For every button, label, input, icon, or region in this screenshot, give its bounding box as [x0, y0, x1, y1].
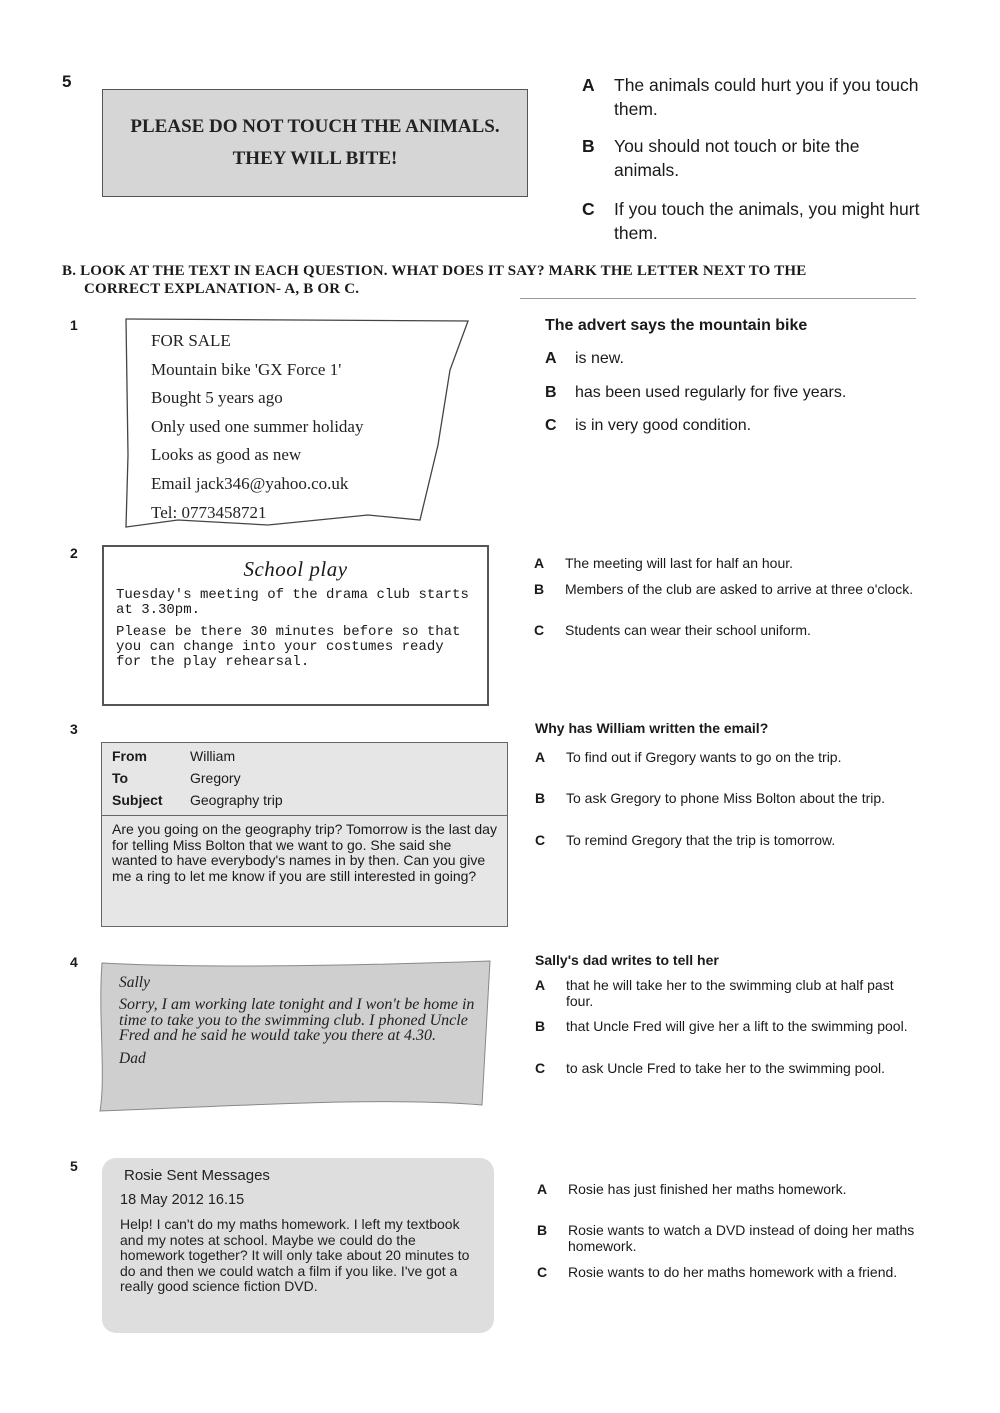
question-number-5: 5 [70, 1158, 78, 1174]
message-body: Help! I can't do my maths homework. I left my textbook and my notes at school. Maybe we could do the homework together? It will only take about 20 minutes to do and then we could watch a film if you like. I've got a really good science fiction DVD. [120, 1216, 470, 1294]
message-header: Rosie Sent Messages [124, 1167, 270, 1184]
q3-option-b[interactable] [535, 791, 910, 807]
advert-line: Bought 5 years ago [151, 388, 283, 408]
q1-option-b[interactable] [545, 384, 925, 402]
option-letter: C [535, 832, 546, 848]
option-letter: A [537, 1181, 548, 1197]
notice-para-1: Tuesday's meeting of the drama club starts at 3.30pm. [116, 587, 469, 618]
instruction-line-2: CORRECT EXPLANATION- A, B OR C. [84, 281, 360, 297]
from-label: From [112, 748, 147, 764]
option-letter: B [535, 1018, 546, 1034]
divider [520, 298, 916, 299]
notice-title: School play [243, 557, 348, 581]
option-text: Rosie has just finished her maths homework. [568, 1181, 847, 1197]
q2-option-a[interactable] [534, 556, 924, 572]
question-number-3: 3 [70, 721, 78, 737]
advert-text [151, 327, 451, 527]
option-letter: A [545, 350, 557, 367]
option-a[interactable] [582, 73, 922, 121]
option-text: The meeting will last for half an hour. [565, 555, 794, 571]
message-date: 18 May 2012 16.15 [120, 1192, 245, 1208]
sign-line-2: THEY WILL BITE! [232, 148, 398, 169]
q1-option-a[interactable] [545, 350, 925, 368]
option-text: Rosie wants to watch a DVD instead of doing her maths homework. [568, 1222, 915, 1254]
option-letter: A [582, 75, 595, 95]
email-box [101, 742, 508, 927]
option-letter: C [535, 1060, 546, 1076]
option-letter: B [545, 384, 557, 401]
to-label: To [112, 770, 129, 786]
note-greeting: Sally [119, 974, 150, 991]
note-text [119, 973, 479, 1068]
question-number-4: 4 [70, 954, 78, 970]
q3-option-a[interactable] [535, 750, 910, 766]
option-c[interactable] [582, 197, 922, 245]
notice-box [102, 545, 489, 706]
message-box [102, 1158, 494, 1333]
q5-option-c[interactable] [537, 1265, 922, 1281]
option-text: You should not touch or bite the animals. [614, 136, 860, 180]
email-body: Are you going on the geography trip? Tomorrow is the last day for telling Miss Bolton that we want to go. She said she wanted to have everybody's names in by then. Can you give me a ring to let me know if you are still interested in going? [112, 821, 497, 884]
option-text: that Uncle Fred will give her a lift to the swimming pool. [566, 1018, 908, 1034]
q4-option-b[interactable] [535, 1019, 915, 1035]
advert-line: Tel: 0773458721 [151, 502, 267, 522]
option-text: The animals could hurt you if you touch them. [614, 75, 919, 119]
option-letter: A [535, 749, 546, 765]
advert-line: FOR SALE [151, 331, 231, 350]
option-text: has been used regularly for five years. [575, 384, 847, 401]
option-letter: C [582, 199, 595, 219]
sign-line-1: PLEASE DO NOT TOUCH THE ANIMALS. [130, 116, 500, 137]
option-letter: B [582, 136, 595, 156]
option-text: is new. [575, 350, 624, 367]
option-text: Members of the club are asked to arrive at three o'clock. [565, 581, 914, 597]
instruction-line-1: B. LOOK AT THE TEXT IN EACH QUESTION. WHAT DOES IT SAY? MARK THE LETTER NEXT TO THE [62, 263, 807, 279]
option-text: is in very good condition. [575, 417, 752, 434]
option-text: To remind Gregory that the trip is tomorrow. [566, 832, 836, 848]
section-b-instructions [62, 262, 942, 298]
option-text: To find out if Gregory wants to go on the trip. [566, 749, 842, 765]
q2-option-c[interactable] [534, 623, 924, 639]
option-text: Students can wear their school uniform. [565, 622, 811, 638]
option-letter: C [545, 417, 557, 434]
to-value: Gregory [190, 770, 241, 786]
option-letter: A [534, 555, 545, 571]
q1-prompt: The advert says the mountain bike [545, 317, 808, 334]
note-signoff: Dad [119, 1049, 146, 1067]
option-text: To ask Gregory to phone Miss Bolton about the trip. [566, 790, 886, 806]
option-letter: A [535, 977, 546, 993]
email-header [102, 743, 507, 816]
from-value: William [190, 748, 236, 764]
option-text: If you touch the animals, you might hurt them. [614, 199, 920, 243]
q4-option-c[interactable] [535, 1061, 915, 1077]
advert-line: Looks as good as new [151, 445, 302, 465]
option-letter: C [534, 622, 545, 638]
sign-box [102, 89, 528, 197]
question-number-top: 5 [62, 72, 72, 91]
question-number-2: 2 [70, 545, 78, 561]
option-letter: B [535, 790, 546, 806]
q1-option-c[interactable] [545, 417, 925, 435]
q2-option-b[interactable] [534, 582, 924, 598]
option-letter: C [537, 1264, 548, 1280]
q4-option-a[interactable] [535, 978, 915, 1009]
q4-prompt: Sally's dad writes to tell her [535, 952, 719, 968]
advert-line: Email jack346@yahoo.co.uk [151, 473, 349, 493]
note-body: Sorry, I am working late tonight and I won't be home in time to take you to the swimming club. I phoned Uncle Fred and he said he would take you there at 4.30. [119, 996, 475, 1044]
q5-option-b[interactable] [537, 1223, 922, 1254]
option-letter: B [534, 581, 545, 597]
advert-line: Only used one summer holiday [151, 416, 364, 436]
question-number-1: 1 [70, 317, 78, 333]
option-text: Rosie wants to do her maths homework with a friend. [568, 1264, 898, 1280]
notice-para-2: Please be there 30 minutes before so that you can change into your costumes ready for the play rehearsal. [116, 624, 461, 670]
option-text: that he will take her to the swimming club at half past four. [566, 977, 894, 1009]
advert-line: Mountain bike 'GX Force 1' [151, 359, 342, 379]
subject-label: Subject [112, 792, 163, 808]
q3-option-c[interactable] [535, 833, 910, 849]
q3-prompt: Why has William written the email? [535, 720, 769, 736]
option-b[interactable] [582, 134, 922, 182]
subject-value: Geography trip [190, 792, 283, 808]
option-letter: B [537, 1222, 548, 1238]
q5-option-a[interactable] [537, 1182, 922, 1198]
option-text: to ask Uncle Fred to take her to the swimming pool. [566, 1060, 886, 1076]
